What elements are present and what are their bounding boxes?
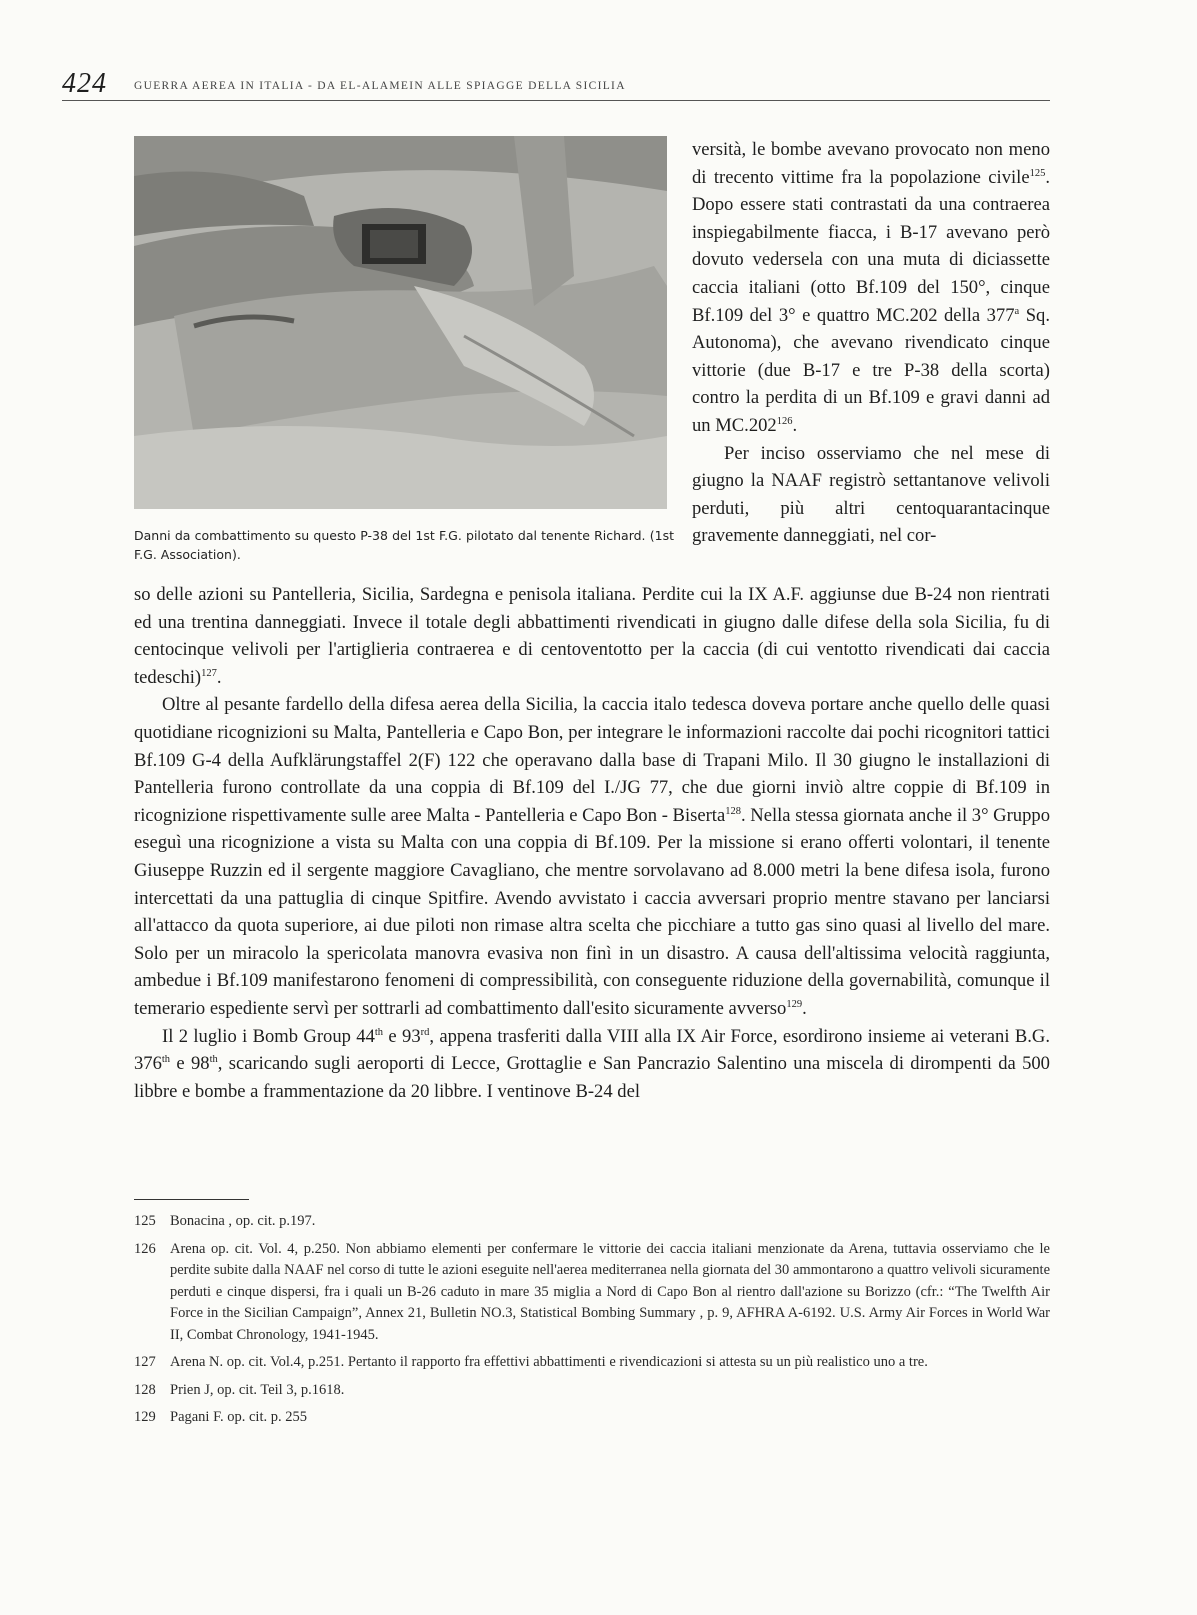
footnote-ref: 127 [201, 667, 217, 679]
paragraph: Oltre al pesante fardello della difesa aerea della Sicilia, la caccia italo tedesca doveva portare anche quello delle quasi quotidiane ricognizioni su Malta, Pantelleria e Capo Bon, per integrare le informazioni raccolte dai pochi ricognitori tattici Bf.109 G-4 della Aufklärungstaffel 2(F) 122 che operavano dalla base di Trapani Milo. Il 30 giugno le installazioni di Pantelleria furono controllate da una coppia di Bf.109 del I./JG 77, che due giorni inviò altre coppie di Bf.109 in ricognizione rispettivamente sulle aree Malta - Pantelleria e Capo Bon - Biserta$^{128}$. Nella stessa giornata anche il 3° Gruppo eseguì una ricognizione a vista su Malta con una coppia di Bf.109. Per la missione si erano offerti volontari, il tenente Giuseppe Ruzzin ed il sergente maggiore Cavagliano, che mentre sorvolavano ad 8.000 metri la bene difesa isola, furono intercettati da una pattuglia di cinque Spitfire. Avendo avvistato i caccia avversari proprio mentre stavano per lanciarsi all'attacco da quota superiore, ai due piloti non rimase altra scelta che picchiare a tutto gas sino quasi al livello del mare. Solo per un miracolo la spericolata manovra evasiva non finì in un disastro. A causa dell'altissima velocità raggiunta, ambedue i Bf.109 manifestarono fenomeni di compressibilità, con conseguente riduzione della governabilità, comunque il temerario espediente servì per sottrarli ad combattimento dall'esito sicuramente avverso$^{129}$. [134, 694, 1050, 1019]
footnotes [134, 1211, 1050, 1435]
footnote-divider [134, 1199, 249, 1200]
page-header [62, 70, 1050, 101]
footnote: 129 Pagani F. op. cit. p. 255 [134, 1409, 307, 1425]
figure-caption: Danni da combattimento su questo P-38 del 1st F.G. pilotato dal tenente Richard. (1st F.G. Association). [134, 528, 674, 562]
running-title: GUERRA AEREA IN ITALIA - DA EL-ALAMEIN ALLE SPIAGGE DELLA SICILIA [134, 80, 626, 92]
paragraph: versità, le bombe avevano provocato non meno di trecento vittime fra la popolazione civile$^{125}$. Dopo essere stati contrastati da una contraerea inspiegabilmente fiacca, i B-17 avevano però dovuto vedersela con una muta di diciassette caccia italiani (otto Bf.109 del 150°, cinque Bf.109 del 3° e quattro MC.202 della 377$^a$ Sq. Autonoma), che avevano rivendicato cinque vittorie (due B-17 e tre P-38 della scorta) contro la perdita di un Bf.109 e gravi danni ad un MC.202$^{126}$. [692, 139, 1050, 436]
footnote: 127 Arena N. op. cit. Vol.4, p.251. Pertanto il rapporto fra effettivi abbattimenti e rivendicazioni si attesta su un più realistico uno a tre. [134, 1354, 928, 1370]
paragraph: Per inciso osserviamo che nel mese di giugno la NAAF registrò settantanove velivoli perduti, più altri centoquarantacinque gravemente danneggiati, nel cor- [692, 442, 1050, 547]
page-number: 424 [62, 68, 107, 99]
body-text [134, 581, 1050, 1105]
footnote-ref: 126 [776, 415, 793, 427]
footnote: 126 Arena op. cit. Vol. 4, p.250. Non abbiamo elementi per confermare le vittorie dei caccia italiani menzionate da Arena, tuttavia osserviamo che le perdite subite dalla NAAF nel corso di tutte le azioni eseguite nell'aerea mediterranea nella giornata del 30 ammontarono a quattro velivoli sicuramente perduti e cinque dispersi, fra i quali un B-26 caduto in mare 35 miglia a Nord di Capo Bon al rientro dall'azione su Borizzo (cfr.: “The Twelfth Air Force in the Sicilian Campaign”, Annex 21, Bulletin NO.3, Statistical Bombing Summary , p. 9, AFHRA A-6192. U.S. Army Air Forces in World War II, Combat Chronology, 1941-1945. [134, 1240, 1050, 1343]
footnote-ref: 128 [725, 805, 741, 817]
paragraph: Il 2 luglio i Bomb Group 44th e 93rd, appena trasferiti dalla VIII alla IX Air Force, esordirono insieme ai veterani B.G. 376th e 98th, scaricando sugli aeroporti di Lecce, Grottaglie e San Pancrazio Salentino una miscela di dirompenti da 500 libbre e bombe a frammentazione da 20 libbre. I ventinove B-24 del [134, 1025, 1050, 1102]
footnote-ref: 125 [1029, 167, 1046, 179]
footnote: 128 Prien J, op. cit. Teil 3, p.1618. [134, 1381, 345, 1398]
paragraph: so delle azioni su Pantelleria, Sicilia, Sardegna e penisola italiana. Perdite cui la IX A.F. aggiunse due B-24 non rientrati ed una trentina danneggiati. Invece il totale degli abbattimenti rivendicati in giugno dalle difese della sola Sicilia, fu di centocinque velivoli per l'artiglieria contraerea e di centoventotto per la caccia (di cui ventotto rivendicati dai caccia tedeschi)$^{127}$. [134, 584, 1050, 688]
footnote: 125 Bonacina , op. cit. p.197. [134, 1213, 316, 1229]
footnote-ref: 129 [786, 998, 803, 1010]
right-column-text [692, 136, 1050, 550]
aircraft-photo [134, 136, 667, 509]
